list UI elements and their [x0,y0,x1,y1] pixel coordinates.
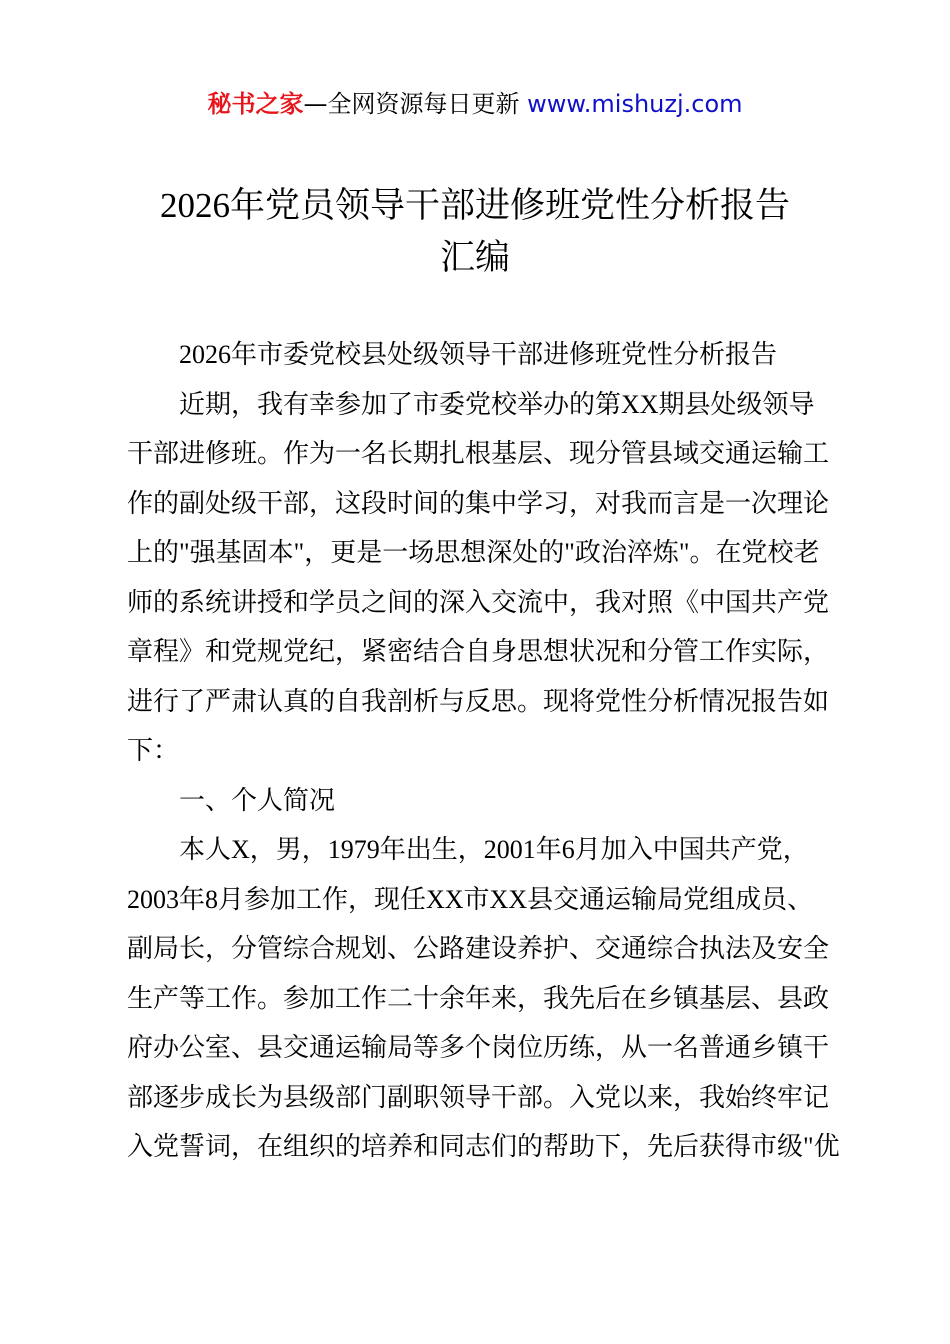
document-title [100,180,850,284]
paragraph-line: 师的系统讲授和学员之间的深入交流中，我对照《中国共产党 [127,587,830,617]
site-url[interactable]: www.mishuzj.com [527,90,743,118]
title-line-1: 2026年党员领导干部进修班党性分析报告 [159,186,790,225]
paragraph-line: 作的副处级干部，这段时间的集中学习，对我而言是一次理论 [127,488,830,518]
title-line-2: 汇编 [439,238,510,277]
paragraph-line: 部逐步成长为县级部门副职领导干部。入党以来，我始终牢记 [127,1082,830,1112]
brand-name: 秘书之家 [207,90,304,118]
paragraph-line: 2003年8月参加工作，现任XX市XX县交通运输局党组成员、 [127,884,814,914]
section-heading: 一、个人简况 [179,785,336,815]
paragraph-line: 府办公室、县交通运输局等多个岗位历练，从一名普通乡镇干 [127,1033,830,1062]
paragraph-line: 章程》和党规党纪，紧密结合自身思想状况和分管工作实际， [127,637,830,666]
paragraph-line: 上的"强基固本"，更是一场思想深处的"政治淬炼"。在党校老 [127,538,820,567]
paragraph-line: 进行了严肃认真的自我剖析与反思。现将党性分析情况报告如 [127,686,830,716]
header-tagline: —全网资源每日更新 [303,90,520,118]
paragraph-line: 近期，我有幸参加了市委党校举办的第XX期县处级领导 [179,389,815,419]
paragraph-line: 下： [127,736,180,765]
paragraph-line: 副局长，分管综合规划、公路建设养护、交通综合执法及安全 [127,934,830,963]
paragraph-line: 本人X，男，1979年出生，2001年6月加入中国共产党， [179,835,809,864]
paragraph-line: 干部进修班。作为一名长期扎根基层、现分管县域交通运输工 [127,439,830,468]
subtitle: 2026年市委党校县处级领导干部进修班党性分析报告 [179,340,778,369]
paragraph-line: 入党誓词，在组织的培养和同志们的帮助下，先后获得市级"优 [127,1132,840,1161]
document-body [127,330,857,1172]
site-header [0,86,950,122]
paragraph-line: 生产等工作。参加工作二十余年来，我先后在乡镇基层、县政 [127,983,830,1013]
